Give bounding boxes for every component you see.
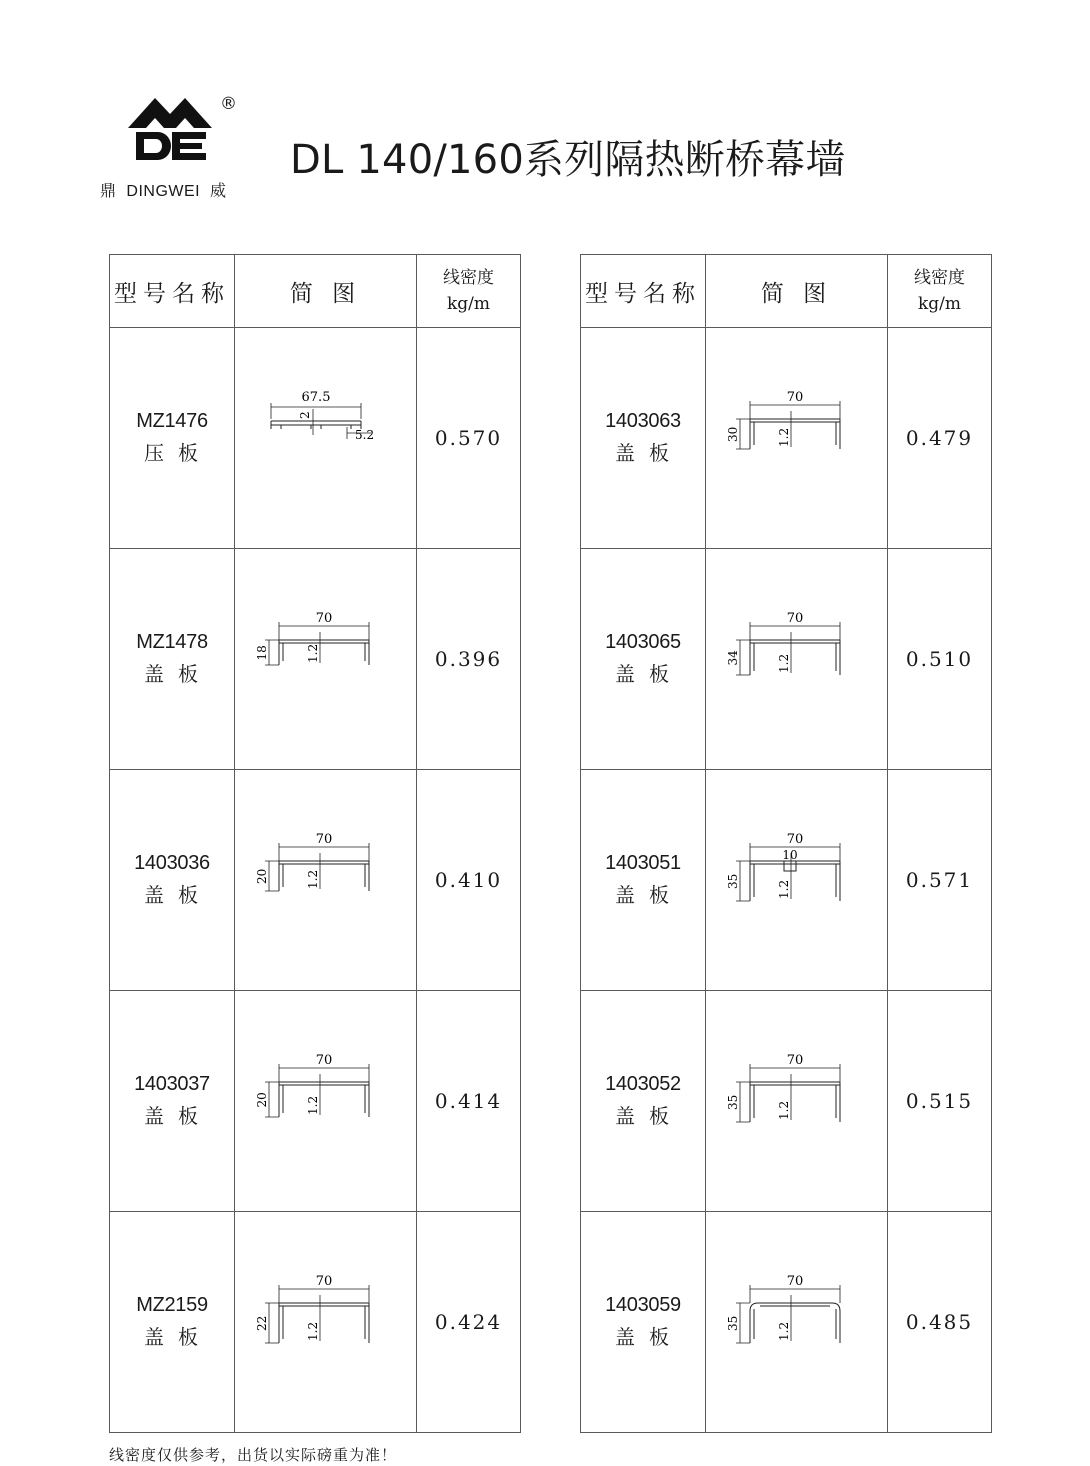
model-cell xyxy=(110,549,235,770)
density-value: 0.396 xyxy=(417,549,521,770)
model-cell xyxy=(110,770,235,991)
product-name: 盖板 xyxy=(615,1325,683,1349)
model-code: 1403037 xyxy=(134,1073,210,1095)
density-value: 0.479 xyxy=(888,328,992,549)
width-label: 70 xyxy=(315,1274,332,1289)
height-label: 22 xyxy=(254,1315,269,1331)
model-code: MZ1476 xyxy=(136,410,208,432)
model-code: MZ2159 xyxy=(136,1294,208,1316)
density-value: 0.515 xyxy=(888,991,992,1212)
width-label: 70 xyxy=(315,832,332,847)
diagram-cell xyxy=(235,1212,417,1433)
dingwei-logo-icon xyxy=(120,92,220,172)
profile-diagram xyxy=(722,604,872,714)
model-code: 1403063 xyxy=(605,410,681,432)
footer-note: 线密度仅供参考，出货以实际磅重为准！ xyxy=(109,1446,398,1464)
table-row xyxy=(110,328,521,549)
diagram-cell xyxy=(235,991,417,1212)
product-name: 盖板 xyxy=(615,441,683,465)
thickness-label: 1.2 xyxy=(776,879,791,899)
profile-diagram xyxy=(251,1267,401,1377)
profile-diagram xyxy=(722,1046,872,1156)
width-dimension-line xyxy=(271,403,361,419)
page-title: DL 140/160系列隔热断桥幕墙 xyxy=(290,137,846,183)
density-value: 0.510 xyxy=(888,549,992,770)
thickness-label: 5.2 xyxy=(354,428,374,442)
slot-label: 10 xyxy=(781,848,798,862)
table-header-row xyxy=(581,255,992,328)
density-value: 0.414 xyxy=(417,991,521,1212)
width-label: 70 xyxy=(786,1274,803,1289)
profile-outline xyxy=(750,640,840,675)
height-label: 35 xyxy=(725,1094,740,1110)
thickness-label: 1.2 xyxy=(305,869,320,889)
height-label: 20 xyxy=(254,868,269,884)
diagram-cell xyxy=(235,770,417,991)
diagram-cell xyxy=(235,328,417,549)
width-label: 70 xyxy=(315,611,332,626)
table-row xyxy=(110,549,521,770)
table-row xyxy=(581,770,992,991)
profile-diagram xyxy=(722,1267,872,1377)
profile-diagram xyxy=(251,825,401,935)
profile-outline xyxy=(279,1303,369,1343)
thickness-label: 1.2 xyxy=(305,643,320,663)
product-name: 盖板 xyxy=(144,662,212,686)
diagram-cell xyxy=(706,770,888,991)
width-label: 70 xyxy=(786,390,803,405)
product-name: 盖板 xyxy=(144,1325,212,1349)
thickness-label: 1.2 xyxy=(776,1321,791,1341)
profile-outline xyxy=(750,419,840,449)
model-cell xyxy=(581,1212,706,1433)
thickness-label: 1.2 xyxy=(305,1321,320,1341)
diagram-cell xyxy=(706,991,888,1212)
density-value: 0.570 xyxy=(417,328,521,549)
brand-name: 鼎 DINGWEI 威 xyxy=(100,183,227,200)
profile-outline xyxy=(279,861,369,891)
table-header-row xyxy=(110,255,521,328)
header-diagram: 简 图 xyxy=(706,255,888,328)
profile-outline xyxy=(750,1303,840,1343)
height-label: 30 xyxy=(725,426,740,442)
header-density: 线密度 kg/m xyxy=(417,255,521,328)
model-cell xyxy=(110,1212,235,1433)
registered-mark: ® xyxy=(220,94,237,114)
product-name: 压板 xyxy=(144,441,212,465)
diagram-cell xyxy=(235,549,417,770)
diagram-cell xyxy=(706,549,888,770)
thickness-label: 1.2 xyxy=(305,1095,320,1115)
profile-diagram xyxy=(251,383,401,493)
width-label: 70 xyxy=(786,832,803,847)
header-model-name: 型号名称 xyxy=(110,255,235,328)
product-name: 盖板 xyxy=(615,883,683,907)
header-model-name: 型号名称 xyxy=(581,255,706,328)
profile-diagram xyxy=(251,604,401,714)
spec-table-left xyxy=(109,254,521,1433)
product-name: 盖板 xyxy=(615,662,683,686)
height-label: 34 xyxy=(725,650,740,666)
product-name: 盖板 xyxy=(615,1104,683,1128)
profile-outline xyxy=(279,640,369,665)
model-code: MZ1478 xyxy=(136,631,208,653)
height-label: 35 xyxy=(725,1315,740,1331)
header-density: 线密度 kg/m xyxy=(888,255,992,328)
density-value: 0.485 xyxy=(888,1212,992,1433)
profile-outline xyxy=(750,861,840,901)
table-row xyxy=(581,549,992,770)
right-rows xyxy=(581,328,992,1433)
product-name: 盖板 xyxy=(144,883,212,907)
profile-outline xyxy=(271,421,361,429)
model-cell xyxy=(581,770,706,991)
thickness-label: 1.2 xyxy=(776,1100,791,1120)
model-cell xyxy=(110,328,235,549)
density-value: 0.424 xyxy=(417,1212,521,1433)
model-code: 1403052 xyxy=(605,1073,681,1095)
left-rows xyxy=(110,328,521,1433)
table-row xyxy=(581,1212,992,1433)
header-diagram: 简 图 xyxy=(235,255,417,328)
table-row xyxy=(110,1212,521,1433)
profile-outline xyxy=(750,1082,840,1122)
width-label: 70 xyxy=(786,1053,803,1068)
model-code: 1403065 xyxy=(605,631,681,653)
width-label: 67.5 xyxy=(301,390,330,405)
table-row xyxy=(581,328,992,549)
profile-diagram xyxy=(251,1046,401,1156)
product-name: 盖板 xyxy=(144,1104,212,1128)
model-cell xyxy=(581,328,706,549)
thickness-label: 1.2 xyxy=(776,427,791,447)
model-code: 1403059 xyxy=(605,1294,681,1316)
profile-diagram xyxy=(722,383,872,493)
height-label: 20 xyxy=(254,1092,269,1108)
width-label: 70 xyxy=(315,1053,332,1068)
density-value: 0.571 xyxy=(888,770,992,991)
model-cell xyxy=(110,991,235,1212)
model-cell xyxy=(581,549,706,770)
diagram-cell xyxy=(706,328,888,549)
table-row xyxy=(581,991,992,1212)
height-label: 35 xyxy=(725,873,740,889)
table-row xyxy=(110,991,521,1212)
width-label: 70 xyxy=(786,611,803,626)
profile-outline xyxy=(279,1082,369,1117)
height-label: 18 xyxy=(254,645,269,661)
thickness-label: 1.2 xyxy=(776,653,791,673)
diagram-cell xyxy=(706,1212,888,1433)
model-cell xyxy=(581,991,706,1212)
model-code: 1403051 xyxy=(605,852,681,874)
height-label: 2 xyxy=(297,411,312,419)
model-code: 1403036 xyxy=(134,852,210,874)
table-row xyxy=(110,770,521,991)
density-value: 0.410 xyxy=(417,770,521,991)
spec-table-right xyxy=(580,254,992,1433)
profile-diagram xyxy=(722,825,872,935)
